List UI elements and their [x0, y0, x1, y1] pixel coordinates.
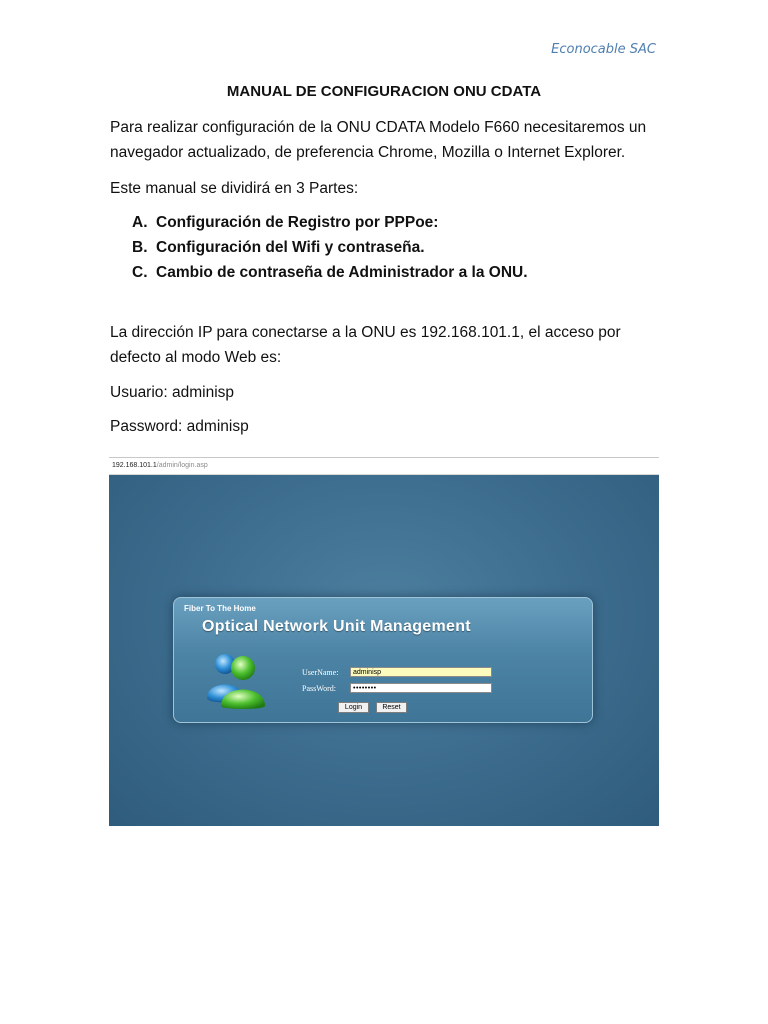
ip-info-paragraph: La dirección IP para conectarse a la ONU es 192.168.101.1, el acceso por defecto al modo Web es:	[110, 324, 621, 366]
parts-intro: Este manual se dividirá en 3 Partes:	[110, 180, 359, 197]
list-item-letter: C.	[132, 264, 148, 281]
list-item-text: Configuración del Wifi y contraseña.	[156, 239, 425, 256]
company-name: Econocable SAC	[551, 42, 656, 57]
document-title: MANUAL DE CONFIGURACION ONU CDATA	[226, 83, 542, 100]
username-line: Usuario: adminisp	[110, 384, 235, 401]
login-screenshot	[109, 457, 659, 825]
address-bar	[109, 457, 659, 475]
reset-button[interactable]: Reset	[376, 702, 407, 713]
username-row	[302, 666, 492, 678]
list-item-text: Configuración de Registro por PPPoe:	[156, 214, 439, 231]
login-page-background	[109, 475, 659, 826]
list-item-letter: B.	[132, 239, 148, 256]
list-item	[132, 210, 528, 235]
url-path: /admin/login.asp	[156, 462, 208, 469]
url-host: 192.168.101.1	[112, 462, 157, 469]
parts-list	[132, 210, 528, 285]
username-input[interactable]: adminisp	[350, 667, 492, 677]
list-item	[132, 235, 528, 260]
password-label: PassWord:	[302, 683, 337, 693]
password-row	[302, 682, 492, 694]
login-panel	[173, 597, 593, 723]
users-icon	[199, 646, 279, 710]
password-line: Password: adminisp	[110, 418, 249, 435]
panel-heading: Optical Network Unit Management	[202, 618, 471, 635]
intro-paragraph: Para realizar configuración de la ONU CDATA Modelo F660 necesitaremos un navegador actualizado, de preferencia Chrome, Mozilla o Internet Explorer.	[110, 119, 647, 161]
list-item	[132, 260, 528, 285]
username-label: UserName:	[302, 667, 339, 677]
list-item-letter: A.	[132, 214, 148, 231]
login-button[interactable]: Login	[338, 702, 369, 713]
panel-subtitle: Fiber To The Home	[184, 604, 256, 613]
list-item-text: Cambio de contraseña de Administrador a la ONU.	[156, 264, 528, 281]
password-input[interactable]: ••••••••	[350, 683, 492, 693]
